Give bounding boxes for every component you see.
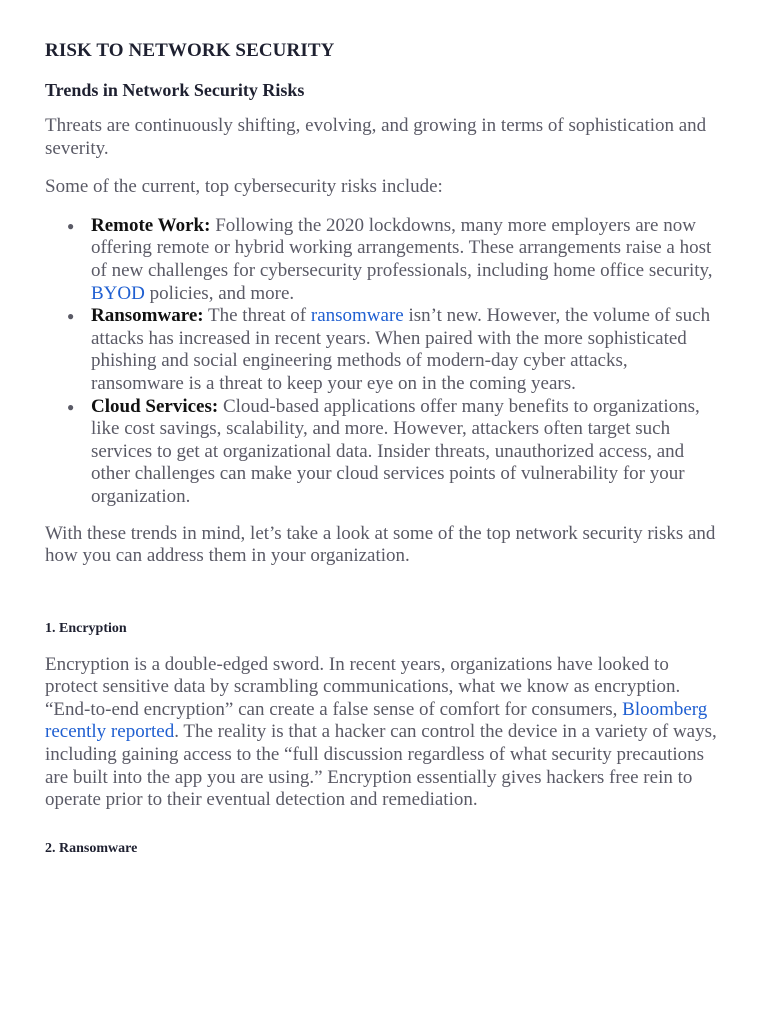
list-item-remote-work: [45, 215, 725, 305]
document-page: [45, 38, 725, 858]
risk-term: Cloud Services:: [91, 395, 219, 417]
section-heading-encryption: 1. Encryption: [45, 620, 127, 636]
risk-text: Cloud-based applications offer many benefits to organizations, like cost savings, scalability, and more. However, attackers often target such services to get at organizational data. Insider threats, unauthorized access, and other challenges can make your cloud services points of vulnerability for your organization.: [91, 395, 700, 507]
encryption-paragraph: [45, 654, 725, 812]
bullet-icon: ●: [67, 218, 75, 233]
encryption-text: . The reality is that a hacker can control the device in a variety of ways, including gaining access to the “full discussion regardless of what security precautions are built into the app you are using.” Encryption essentially gives hackers free rein to operate prior to their eventual detection and remediation.: [45, 721, 717, 811]
encryption-text: Encryption is a double-edged sword. In recent years, organizations have looked to protect sensitive data by scrambling communications, what we know as encryption. “End-to-end encryption” can create a false sense of comfort for consumers,: [45, 653, 681, 720]
risk-list: [45, 215, 725, 509]
closing-paragraph: With these trends in mind, let’s take a look at some of the top network security risks and how you can address them in your organization.: [45, 522, 716, 567]
page-title: RISK TO NETWORK SECURITY: [45, 40, 335, 61]
risk-term: Ransomware:: [91, 305, 204, 327]
bloomberg-link[interactable]: Bloomberg recently reported: [45, 698, 708, 743]
list-item-cloud-services: [45, 396, 725, 509]
bullet-icon: ●: [67, 399, 75, 414]
byod-link[interactable]: BYOD: [91, 282, 145, 304]
risk-text: policies, and more.: [144, 282, 295, 304]
bullet-icon: ●: [67, 309, 75, 324]
risk-term: Remote Work:: [91, 214, 211, 236]
risk-text: Following the 2020 lockdowns, many more employers are now offering remote or hybrid working arrangements. These arrangements raise a host of new challenges for cybersecurity professionals, including home office security,: [91, 214, 713, 281]
lead-paragraph: Some of the current, top cybersecurity risks include:: [45, 176, 443, 198]
risk-text: isn’t new. However, the volume of such attacks has increased in recent years. When paired with the more sophisticated phishing and social engineering methods of modern-day cyber attacks, ransomware is a threat to keep your eye on in the coming years.: [91, 305, 711, 394]
section-subtitle: Trends in Network Security Risks: [45, 80, 305, 100]
ransomware-link[interactable]: ransomware: [310, 305, 404, 327]
list-item-ransomware: [45, 305, 725, 395]
section-heading-ransomware: 2. Ransomware: [45, 840, 138, 856]
intro-paragraph: Threats are continuously shifting, evolving, and growing in terms of sophistication and severity.: [45, 115, 707, 159]
risk-text: The threat of: [203, 305, 311, 327]
